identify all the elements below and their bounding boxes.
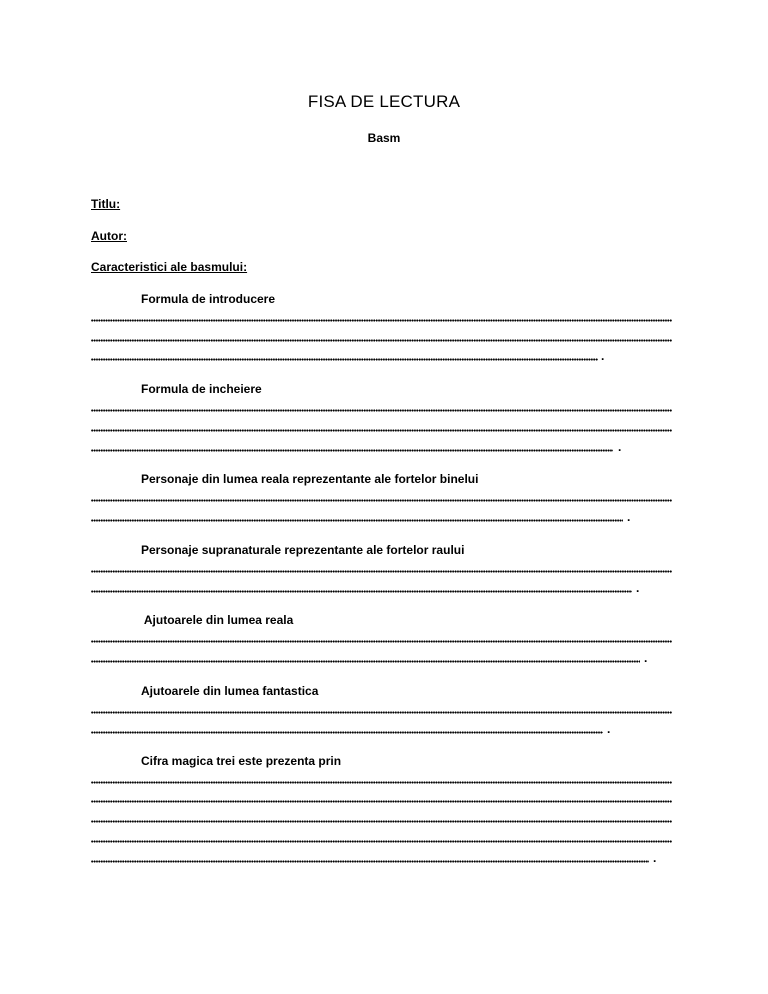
answer-line[interactable] xyxy=(91,519,623,522)
answer-line[interactable] xyxy=(91,570,672,573)
line-end-mark: . xyxy=(636,581,640,595)
answer-line[interactable] xyxy=(91,840,672,843)
section-heading-ending-formula: Formula de incheiere xyxy=(141,382,262,396)
characteristics-label: Caracteristici ale basmului: xyxy=(91,260,248,274)
section-heading-fantasy-world-helpers: Ajutoarele din lumea fantastica xyxy=(141,684,319,698)
author-field-label: Autor: xyxy=(91,229,127,243)
answer-line[interactable] xyxy=(91,449,613,452)
line-end-mark: . xyxy=(607,722,611,736)
answer-line[interactable] xyxy=(91,781,672,784)
answer-line[interactable] xyxy=(91,860,649,863)
answer-line[interactable] xyxy=(91,820,672,823)
answer-line[interactable] xyxy=(91,339,672,342)
line-end-mark: . xyxy=(618,440,622,454)
line-end-mark: . xyxy=(627,510,631,524)
section-heading-real-world-helpers: Ajutoarele din lumea reala xyxy=(141,613,294,627)
page-subtitle: Basm xyxy=(367,131,401,145)
answer-line[interactable] xyxy=(91,319,672,322)
answer-line[interactable] xyxy=(91,660,640,663)
section-heading-magic-number-three: Cifra magica trei este prezenta prin xyxy=(141,754,342,768)
line-end-mark: . xyxy=(653,851,657,865)
answer-line[interactable] xyxy=(91,409,672,412)
answer-line[interactable] xyxy=(91,590,632,593)
answer-line[interactable] xyxy=(91,358,598,361)
page-title: FISA DE LECTURA xyxy=(307,92,461,111)
section-heading-real-good-characters: Personaje din lumea reala reprezentante ale fortelor binelui xyxy=(141,472,479,486)
answer-line[interactable] xyxy=(91,640,672,643)
line-end-mark: . xyxy=(644,651,648,665)
title-field-label: Titlu: xyxy=(91,197,121,211)
section-heading-supernatural-evil-characters: Personaje supranaturale reprezentante ale fortelor raului xyxy=(141,543,465,557)
answer-line[interactable] xyxy=(91,711,672,714)
section-heading-intro-formula: Formula de introducere xyxy=(141,292,276,306)
line-end-mark: . xyxy=(601,349,605,363)
answer-line[interactable] xyxy=(91,499,672,502)
answer-line[interactable] xyxy=(91,731,603,734)
answer-line[interactable] xyxy=(91,800,672,803)
answer-line[interactable] xyxy=(91,429,672,432)
